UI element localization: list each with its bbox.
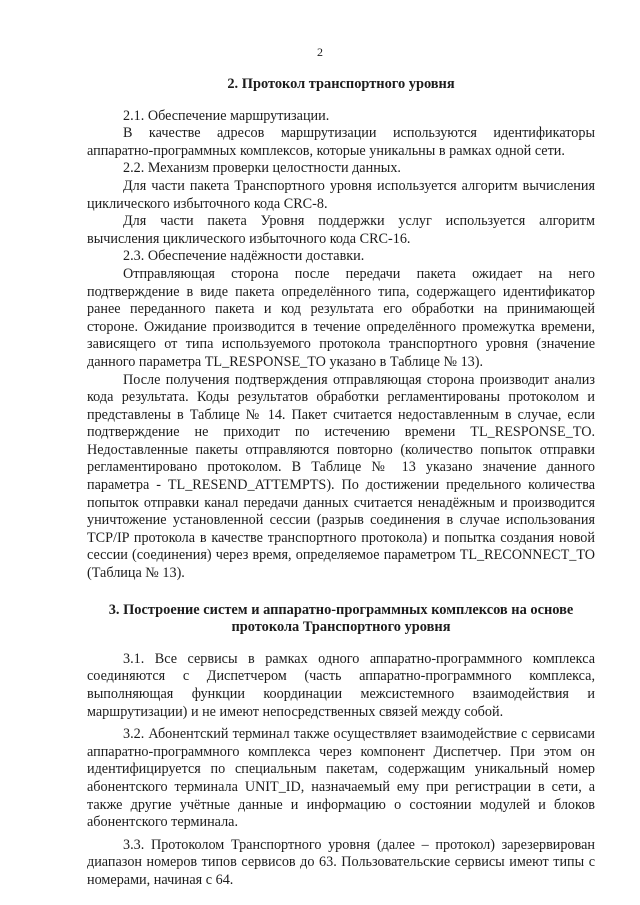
paragraph-3-3: 3.3. Протоколом Транспортного уровня (далее – протокол) зарезервирован диапазон номеров типов сервисов до 63. Пользовательские сервисы имеют типы с номерами, начиная с 64. bbox=[87, 836, 595, 888]
section-3-title-line-2: протокола Транспортного уровня bbox=[231, 619, 451, 636]
paragraph-routing: В качестве адресов маршрутизации используются идентификаторы аппаратно-программных комплексов, которые уникальны в рамках одной сети. bbox=[87, 125, 595, 159]
paragraph-2-1: 2.1. Обеспечение маршрутизации. bbox=[123, 107, 330, 124]
section-3-title bbox=[87, 602, 595, 637]
paragraph-crc16: Для части пакета Уровня поддержки услуг используется алгоритм вычисления циклического избыточного кода CRC-16. bbox=[87, 213, 595, 247]
paragraph-2-3: 2.3. Обеспечение надёжности доставки. bbox=[123, 248, 365, 265]
section-3-title-line-1: 3. Построение систем и аппаратно-программных комплексов на основе bbox=[108, 601, 574, 618]
page-number: 2 bbox=[317, 45, 323, 59]
paragraph-crc8: Для части пакета Транспортного уровня используется алгоритм вычисления циклического избыточного кода CRC-8. bbox=[87, 177, 595, 212]
paragraph-3-2: 3.2. Абонентский терминал также осуществляет взаимодействие с сервисами аппаратно-программного комплекса через компонент Диспетчер. При этом он идентифицируется по специальным пакетам, содержащим уникальный номер абонентского терминала UNIT_ID, назначаемый ему при регистрации в сети, а также другие учётные данные и информацию о состоянии модулей и блоков абонентского терминала. bbox=[87, 726, 595, 831]
paragraph-resend: После получения подтверждения отправляющая сторона производит анализ кода результата. Коды результатов обработки регламентированы протоколом и представлены в Таблице № 14. Пакет считается недоставленным в случае, если подтверждение не приходит по истечению времени TL_RESPONSE_TO. Недоставленные пакеты отправляются повторно (количество попыток отправки регламентировано протоколом. В Таблице № 13 указано значение данного параметра - TL_RESEND_ATTEMPTS). По достижении предельного количества попыток отправки канал передачи данных считается ненадёжным и производится уничтожение установленной сессии (разрыв соединения в случае использования TCP/IP протокола в качестве транспортного протокола) и попытка создания новой сессии (соединения) через время, определяемое параметром TL_RECONNECT_TO (Таблица № 13). bbox=[87, 371, 595, 582]
document-body bbox=[87, 76, 595, 890]
paragraph-2-2: 2.2. Механизм проверки целостности данных. bbox=[123, 160, 401, 177]
paragraph-3-1: 3.1. Все сервисы в рамках одного аппаратно-программного комплекса соединяются с Диспетчером (часть аппаратно-программного комплекса, выполняющая функции координации межсистемного взаимодействия и маршрутизации) и не имеют непосредственных связей между собой. bbox=[87, 650, 595, 720]
paragraph-ack: Отправляющая сторона после передачи пакета ожидает на него подтверждение в виде пакета определённого типа, содержащего идентификатор ранее переданного пакета и код результата его обработки на принимающей стороне. Ожидание производится в течение определённого промежутка времени, зависящего от типа используемого протокола транспортного уровня (значение данного параметра TL_RESPONSE_TO указано в Таблице № 13). bbox=[87, 265, 595, 370]
section-2-title: 2. Протокол транспортного уровня bbox=[227, 76, 455, 92]
